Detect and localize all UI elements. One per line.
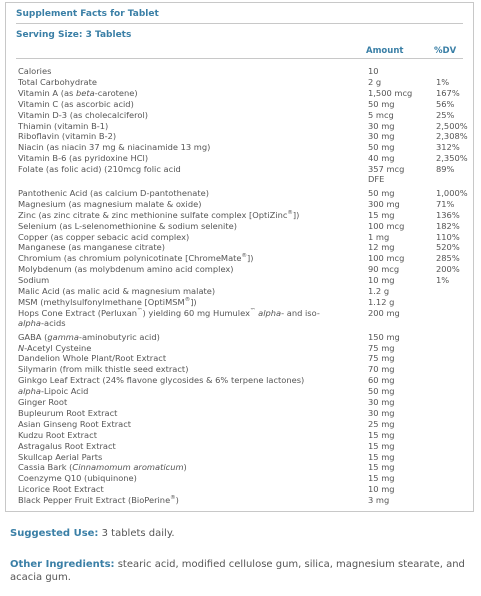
amount-value: 15 mg <box>368 429 395 440</box>
nutrient-name <box>18 386 356 396</box>
divider <box>16 58 463 59</box>
amount-cell <box>368 199 400 209</box>
amount-value: 300 mg <box>368 198 400 209</box>
amount-cell <box>368 253 404 263</box>
name-text: Folate (as folic acid) (210mcg folic acid <box>18 164 181 175</box>
dv-value: 1% <box>436 76 450 87</box>
name-text: MSM (methylsulfonylmethane [OptiMSM <box>18 296 185 307</box>
amount-value: 30 mg <box>368 407 395 418</box>
name-text: -Lipoic Acid <box>41 386 89 397</box>
amount-cell <box>368 441 395 451</box>
name-text: Ginkgo Leaf Extract (24% flavone glycosides & 6% terpene lactones) <box>18 375 305 386</box>
nutrient-name <box>18 164 356 174</box>
amount-value: 1 mg <box>368 231 390 242</box>
nutrient-name <box>18 188 356 198</box>
name-text: Copper (as copper sebacic acid complex) <box>18 231 190 242</box>
amount-cell <box>368 142 395 152</box>
dv-value: 182% <box>436 220 460 231</box>
panel-title: Supplement Facts for Tablet <box>16 9 159 19</box>
amount-value: 10 mg <box>368 484 395 495</box>
amount-cell <box>368 430 395 440</box>
suggested-use <box>10 527 175 540</box>
name-italic: alpha <box>258 307 282 318</box>
amount-value: 15 mg <box>368 209 395 220</box>
serving-size: Serving Size: 3 Tablets <box>16 30 132 40</box>
nutrient-name <box>18 242 356 252</box>
name-text: -aminobutyric acid) <box>78 331 160 342</box>
amount-value: 70 mg <box>368 364 395 375</box>
amount-cell <box>368 153 395 163</box>
amount-cell <box>368 353 395 363</box>
amount-value: 12 mg <box>368 242 395 253</box>
suggested-use-text: 3 tablets daily. <box>98 528 175 539</box>
dv-value: 56% <box>436 98 455 109</box>
amount-cell <box>368 99 395 109</box>
nutrient-name <box>18 364 356 374</box>
name-text: Cassia Bark ( <box>18 462 73 473</box>
amount-value: 15 mg <box>368 462 395 473</box>
nutrient-name <box>18 473 356 483</box>
dv-value: 200% <box>436 264 460 275</box>
amount-cell <box>368 462 395 472</box>
nutrient-name <box>18 452 356 462</box>
amount-value: 150 mg <box>368 331 400 342</box>
dv-value: 285% <box>436 253 460 264</box>
nutrient-name <box>18 408 356 418</box>
name-text: Vitamin D-3 (as cholecalciferol) <box>18 109 148 120</box>
name-text: Silymarin (from milk thistle seed extract) <box>18 364 189 375</box>
amount-cell <box>368 232 389 242</box>
trademark-mark: ™ <box>137 308 143 315</box>
name-text: Coenzyme Q10 (ubiquinone) <box>18 473 137 484</box>
amount-value: 15 mg <box>368 440 395 451</box>
amount-cell <box>368 397 395 407</box>
dv-value: 136% <box>436 209 460 220</box>
registered-mark: ® <box>184 297 191 304</box>
nutrient-name <box>18 462 356 472</box>
amount-header: Amount <box>366 46 404 56</box>
amount-value: 100 mcg <box>368 220 405 231</box>
amount-cell <box>368 484 395 494</box>
name-text: Manganese (as manganese citrate) <box>18 242 165 253</box>
name-italic: gamma <box>47 331 79 342</box>
name-text: Ginger Root <box>18 397 68 407</box>
nutrient-name <box>18 88 356 98</box>
nutrient-name <box>18 131 356 141</box>
name-text: -carotene) <box>94 87 138 98</box>
amount-cell <box>368 221 404 231</box>
amount-cell <box>368 332 400 342</box>
nutrient-name <box>18 353 356 363</box>
dv-value: 167% <box>436 87 460 98</box>
name-text: Magnesium (as magnesium malate & oxide) <box>18 198 202 209</box>
name-text: -Acetyl Cysteine <box>24 342 92 353</box>
nutrient-name <box>18 484 356 494</box>
amount-cell <box>368 419 395 429</box>
amount-value: 50 mg <box>368 386 395 397</box>
nutrient-name <box>18 430 356 440</box>
name-text: Calories <box>18 66 52 76</box>
name-text: Thiamin (vitamin B-1) <box>18 120 109 131</box>
name-text: - and iso- <box>281 307 320 318</box>
other-ingredients <box>10 558 472 584</box>
name-italic: Cinnamomum aromaticum <box>72 462 184 473</box>
nutrient-name <box>18 77 356 87</box>
registered-mark: ® <box>241 253 248 260</box>
name-text: Chromium (as chromium polynicotinate [ChromeMate <box>18 253 242 264</box>
amount-value: 30 mg <box>368 120 395 131</box>
amount-cell <box>368 88 412 98</box>
suggested-use-label: Suggested Use: <box>10 528 99 539</box>
nutrient-name <box>18 142 356 152</box>
name-text: Hops Cone Extract (Perluxan <box>18 307 138 318</box>
nutrient-name <box>18 121 356 131</box>
nutrient-name <box>18 286 356 296</box>
name-text: ) <box>183 462 187 473</box>
nutrient-name <box>18 375 356 385</box>
name-text: Bupleurum Root Extract <box>18 407 118 418</box>
other-ingredients-label: Other Ingredients: <box>10 559 115 570</box>
amount-value: 90 mcg <box>368 264 400 275</box>
dv-value: 312% <box>436 142 460 153</box>
name-italic: beta <box>76 87 95 98</box>
trademark-mark: ™ <box>249 308 256 315</box>
name-text: ) <box>175 495 179 506</box>
supplement-facts-panel <box>5 2 474 512</box>
amount-value: 3 mg <box>368 495 390 506</box>
dv-value: 89% <box>436 164 455 175</box>
name-text: ) yielding 60 mg Humulex <box>142 307 250 318</box>
amount-cell <box>368 375 395 385</box>
amount-cell <box>368 275 395 285</box>
nutrient-name <box>18 153 356 163</box>
nutrient-name <box>18 110 356 120</box>
nutrient-name <box>18 332 356 342</box>
name-text: Licorice Root Extract <box>18 484 104 495</box>
name-text: Skullcap Aerial Parts <box>18 451 103 462</box>
name-text: Malic Acid (as malic acid & magnesium malate) <box>18 286 216 296</box>
nutrient-name <box>18 419 356 429</box>
amount-value: 15 mg <box>368 451 395 462</box>
amount-value: 50 mg <box>368 142 395 153</box>
amount-cell <box>368 308 400 318</box>
nutrient-name <box>18 397 356 407</box>
amount-value: 5 mcg <box>368 109 394 120</box>
amount-value: 60 mg <box>368 375 395 386</box>
nutrient-name <box>18 441 356 451</box>
amount-cell <box>368 210 395 220</box>
dv-value: 1,000% <box>436 187 468 198</box>
name-italic: alpha <box>18 386 41 397</box>
name-text: Vitamin C (as ascorbic acid) <box>18 98 134 109</box>
amount-value: 1.2 g <box>368 286 390 296</box>
name-text: -acids <box>41 317 66 328</box>
amount-cell <box>368 242 395 252</box>
dv-value: 520% <box>436 242 460 253</box>
name-text: Kudzu Root Extract <box>18 429 97 440</box>
nutrient-name <box>18 495 356 505</box>
amount-cell <box>368 386 395 396</box>
amount-cell <box>368 66 379 76</box>
name-italic: alpha <box>18 317 41 328</box>
amount-value: 15 mg <box>368 473 395 484</box>
amount-cell <box>368 495 389 505</box>
amount-cell <box>368 452 395 462</box>
amount-value: 30 mg <box>368 131 395 142</box>
amount-cell <box>368 364 395 374</box>
dv-value: 2,500% <box>436 120 468 131</box>
dv-value: 2,350% <box>436 153 468 164</box>
amount-value: 25 mg <box>368 418 395 429</box>
nutrient-name <box>18 199 356 209</box>
nutrient-name <box>18 232 356 242</box>
name-text: ]) <box>292 209 300 220</box>
amount-cell <box>368 408 395 418</box>
amount-value: 10 <box>368 66 379 76</box>
amount-cell <box>368 121 395 131</box>
nutrient-name <box>18 99 356 109</box>
amount-value: 40 mg <box>368 153 395 164</box>
amount-value: 50 mg <box>368 187 395 198</box>
name-text: ]) <box>247 253 254 264</box>
amount-value-cont: DFE <box>368 174 385 185</box>
amount-value: 357 mcg <box>368 164 405 175</box>
nutrient-name <box>18 297 356 307</box>
name-text: Selenium (as L-selenomethionine & sodium selenite) <box>18 220 237 231</box>
name-text: Pantothenic Acid (as calcium D-pantothenate) <box>18 187 209 198</box>
nutrient-name <box>18 264 356 274</box>
nutrient-name <box>18 210 356 220</box>
nutrient-name <box>18 275 356 285</box>
amount-cell <box>368 343 395 353</box>
dv-value: 2,308% <box>436 131 468 142</box>
name-text: Riboflavin (vitamin B-2) <box>18 131 117 142</box>
name-text: Astragalus Root Extract <box>18 440 116 451</box>
amount-cell <box>368 264 399 274</box>
name-italic: N <box>18 342 25 353</box>
amount-cell <box>368 110 394 120</box>
dv-value: 71% <box>436 198 455 209</box>
dv-header: %DV <box>434 46 457 56</box>
amount-value: 2 g <box>368 76 382 87</box>
name-text: Vitamin B-6 (as pyridoxine HCl) <box>18 153 149 164</box>
amount-cell <box>368 164 404 184</box>
amount-value: 1,500 mcg <box>368 87 413 98</box>
name-text: ]) <box>190 296 197 307</box>
dv-value: 110% <box>436 231 460 242</box>
name-text: Vitamin A (as <box>18 87 77 98</box>
name-text: Niacin (as niacin 37 mg & niacinamide 13 mg) <box>18 142 211 153</box>
amount-cell <box>368 77 381 87</box>
amount-value: 75 mg <box>368 353 395 364</box>
name-text: Sodium <box>18 275 50 286</box>
nutrient-name <box>18 343 356 353</box>
amount-value: 1.12 g <box>368 296 395 307</box>
amount-cell <box>368 473 395 483</box>
name-text: GABA ( <box>18 331 48 342</box>
name-text: Dandelion Whole Plant/Root Extract <box>18 353 167 364</box>
nutrient-name <box>18 221 356 231</box>
divider <box>16 23 463 24</box>
amount-value: 30 mg <box>368 397 395 407</box>
registered-mark: ® <box>287 209 293 216</box>
name-text: Black Pepper Fruit Extract (BioPerine <box>18 495 171 506</box>
name-text: Molybdenum (as molybdenum amino acid complex) <box>18 264 234 275</box>
other-ingredients-text: stearic acid, modified cellulose gum, silica, magnesium stearate, and acacia gum. <box>10 559 465 583</box>
nutrient-name <box>18 253 356 263</box>
amount-cell <box>368 131 395 141</box>
dv-value: 25% <box>436 109 455 120</box>
name-text: Total Carbohydrate <box>18 76 97 87</box>
amount-value: 200 mg <box>368 307 400 318</box>
amount-value: 10 mg <box>368 275 395 286</box>
amount-value: 50 mg <box>368 98 395 109</box>
registered-mark: ® <box>170 495 176 502</box>
nutrient-name <box>18 308 360 328</box>
amount-value: 100 mcg <box>368 253 405 264</box>
nutrient-name <box>18 66 356 76</box>
name-text: Zinc (as zinc citrate & zinc methionine sulfate complex [OptiZinc <box>18 209 288 220</box>
name-text: Asian Ginseng Root Extract <box>18 418 132 429</box>
amount-cell <box>368 297 394 307</box>
amount-cell <box>368 286 389 296</box>
amount-value: 75 mg <box>368 342 395 353</box>
dv-value: 1% <box>436 275 450 286</box>
amount-cell <box>368 188 395 198</box>
